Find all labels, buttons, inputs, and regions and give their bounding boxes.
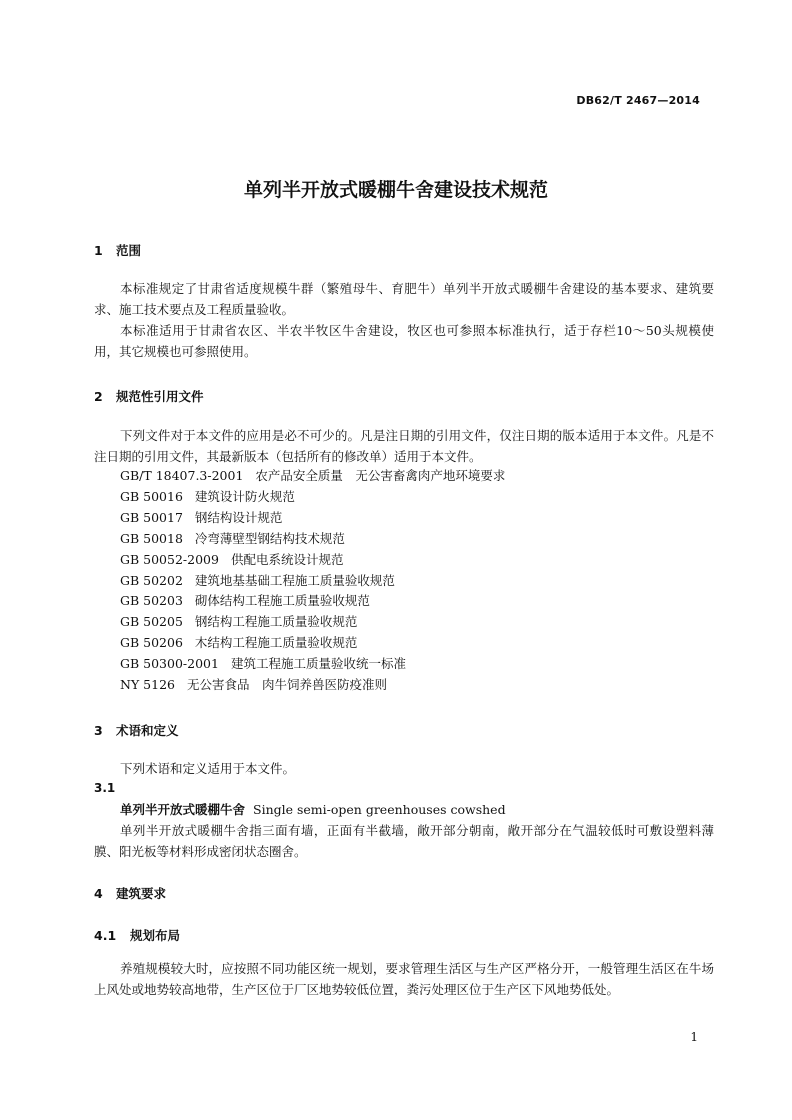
document-title: 单列半开放式暖棚牛舍建设技术规范 [243,179,548,201]
reference-code: GB 50205 [120,614,183,630]
paragraph: 下列文件对于本文件的应用是必不可少的。凡是注日期的引用文件，仅注日期的版本适用于本文件。凡是不注日期的引用文件，其最新版本（包括所有的修改单）适用于本文件。 [94,428,714,464]
document-code: DB62/T 2467—2014 [576,94,700,107]
section-number: 2 [94,389,103,404]
reference-name: 无公害食品 肉牛饲养兽医防疫准则 [186,677,387,693]
reference-name: 木结构工程施工质量验收规范 [194,635,358,651]
section-number: 4 [94,886,103,901]
reference-item [120,466,505,487]
reference-code: GB 50206 [120,635,183,651]
term-number: 3.1 [94,781,116,795]
reference-name: 钢结构设计规范 [194,509,283,525]
reference-item [120,591,505,612]
reference-item [120,529,505,550]
reference-item [120,487,505,508]
paragraph: 本标准适用于甘肃省农区、半农半牧区牛舍建设，牧区也可参照本标准执行，适于存栏10～50头规模使用，其它规模也可参照使用。 [94,323,714,359]
reference-name: 钢结构工程施工质量验收规范 [194,614,358,630]
reference-code: GB 50300-2001 [120,656,219,672]
reference-item [120,612,505,633]
section-number: 3 [94,723,103,738]
reference-code: GB 50202 [120,572,183,588]
paragraph: 本标准规定了甘肃省适度规模牛群（繁殖母牛、育肥牛）单列半开放式暖棚牛舍建设的基本要求、建筑要求、施工技术要点及工程质量验收。 [94,281,714,317]
section-title: 建筑要求 [116,886,167,901]
term-entry [120,800,506,818]
section-4-heading [94,884,166,902]
reference-name: 冷弯薄壁型钢结构技术规范 [194,530,345,546]
reference-name: 建筑地基基础工程施工质量验收规范 [194,572,395,588]
reference-code: GB 50016 [120,488,183,504]
section-title: 范围 [116,243,142,258]
reference-item [120,633,505,654]
term-english: Single semi-open greenhouses cowshed [253,802,506,817]
reference-item [120,675,505,696]
reference-item [120,571,505,592]
reference-item [120,508,505,529]
reference-item [120,654,505,675]
subsection-number: 4.1 [94,928,117,943]
reference-name: 建筑设计防火规范 [194,488,295,504]
reference-code: GB 50052-2009 [120,551,219,567]
subsection-title: 规划布局 [130,928,181,943]
subsection-4-1-heading [94,926,180,944]
reference-code: GB 50203 [120,593,183,609]
term-chinese: 单列半开放式暖棚牛舍 [120,802,246,817]
section-title: 规范性引用文件 [116,389,204,404]
reference-name: 砌体结构工程施工质量验收规范 [194,593,370,609]
section-title: 术语和定义 [116,723,179,738]
term-definition: 单列半开放式暖棚牛舍指三面有墙，正面有半截墙，敞开部分朝南，敞开部分在气温较低时可敷设塑料薄膜、阳光板等材料形成密闭状态圈舍。 [94,823,714,859]
section-2-heading [94,387,204,405]
paragraph: 下列术语和定义适用于本文件。 [120,761,296,776]
reference-name: 农产品安全质量 无公害畜禽肉产地环境要求 [255,468,506,483]
reference-name: 建筑工程施工质量验收统一标准 [230,656,406,672]
paragraph: 养殖规模较大时，应按照不同功能区统一规划，要求管理生活区与生产区严格分开，一般管理生活区在牛场上风处或地势较高地带，生产区位于厂区地势较低位置，粪污处理区位于生产区下风地势低处。 [94,961,714,997]
reference-code: GB 50018 [120,530,183,546]
section-number: 1 [94,243,103,258]
page-number: 1 [690,1030,698,1044]
section-3-heading [94,721,179,739]
reference-item [120,550,505,571]
reference-name: 供配电系统设计规范 [230,551,344,567]
reference-code: GB 50017 [120,509,183,525]
reference-code: NY 5126 [120,677,175,693]
reference-list [120,466,505,696]
reference-code: GB/T 18407.3-2001 [120,468,244,483]
section-1-heading [94,241,141,259]
